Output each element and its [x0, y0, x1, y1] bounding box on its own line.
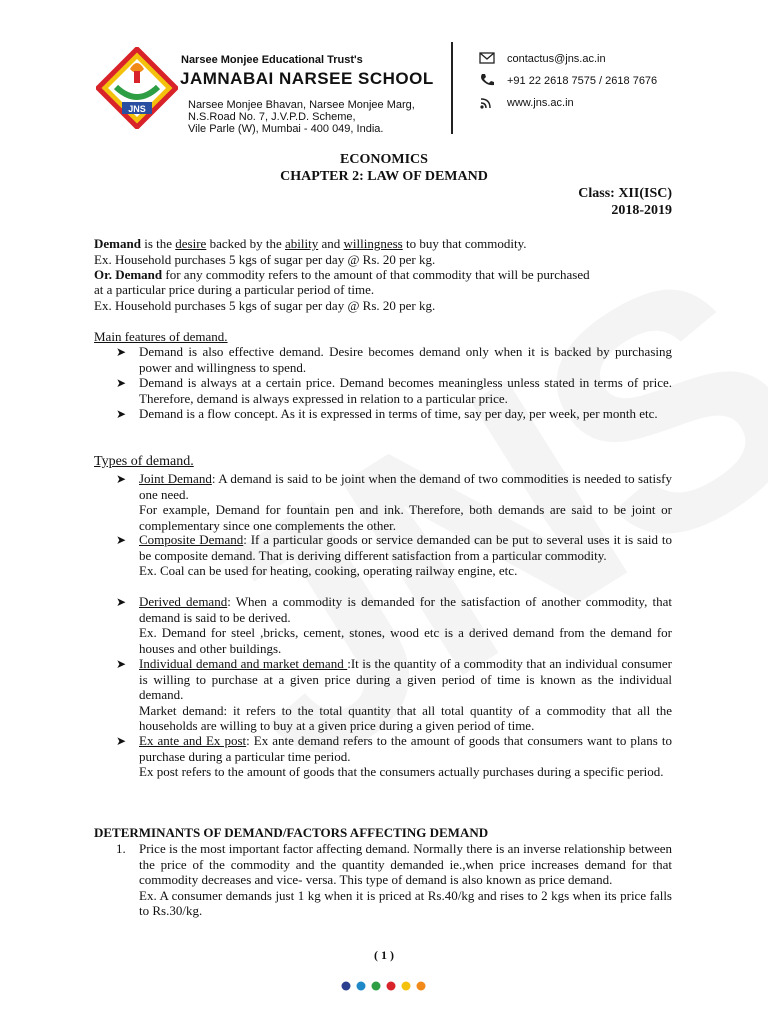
type-item-individual-market: Individual demand and market demand :It is the quantity of a commodity that an individual consumer is willing to purchase at a given price during a given period of time is known as the individual demand. Market demand: it refers to the total quantity that all total quantity of a commodity that all the households are willing to buy at a given price during a given period of time.: [139, 656, 672, 734]
arrow-bullet-icon: ➤: [116, 734, 127, 748]
feature-item: Demand is a flow concept. As it is expressed in terms of time, say per day, per week, per month etc.: [139, 406, 658, 421]
determinants-heading: DETERMINANTS OF DEMAND/FACTORS AFFECTING DEMAND: [94, 825, 489, 840]
arrow-bullet-icon: ➤: [116, 376, 127, 390]
arrow-bullet-icon: ➤: [116, 407, 127, 421]
school-logo: [96, 47, 178, 129]
footer-dot: [402, 982, 411, 991]
phone-icon: [479, 73, 495, 87]
footer-dot: [387, 982, 396, 991]
subject-title: ECONOMICS: [340, 152, 428, 167]
arrow-bullet-icon: ➤: [116, 345, 127, 359]
website-text[interactable]: www.jns.ac.in: [507, 97, 574, 109]
arrow-bullet-icon: ➤: [116, 533, 127, 547]
type-item-composite: Composite Demand: If a particular goods or service demanded can be put to several uses it is said to be composite demand. That is deriving different satisfaction from a particular commodity. Ex. Coal can be used for heating, cooking, operating railway engine, etc.: [139, 532, 672, 579]
types-heading: Types of demand.: [94, 454, 194, 469]
phone-text: +91 22 2618 7575 / 2618 7676: [507, 75, 658, 87]
address-line-3: Vile Parle (W), Mumbai - 400 049, India.: [188, 123, 384, 135]
arrow-bullet-icon: ➤: [116, 595, 127, 609]
type-item-ex-ante-post: Ex ante and Ex post: Ex ante demand refers to the amount of goods that consumers want to plans to purchase during a particular time period. Ex post refers to the amount of goods that the consumers actually purchases during a specific period.: [139, 733, 672, 780]
page-number: ( 1 ): [374, 948, 394, 962]
feature-item: Demand is also effective demand. Desire becomes demand only when it is backed by purchasing power and willingness to spend.: [139, 344, 672, 375]
class-label: Class: XII(ISC): [578, 186, 672, 201]
alt-definition: Or. Demand for any commodity refers to the amount of that commodity that will be purchased: [94, 267, 590, 282]
chapter-title: CHAPTER 2: LAW OF DEMAND: [280, 169, 488, 184]
alt-definition-cont: at a particular price during a particular period of time.: [94, 282, 375, 297]
type-item-derived: Derived demand: When a commodity is demanded for the satisfaction of another commodity, that demand is said to be derived. Ex. Demand for steel ,bricks, cement, stones, wood etc is a derived demand from the demand for houses and other buildings.: [139, 594, 672, 656]
school-name: JAMNABAI NARSEE SCHOOL: [180, 69, 434, 88]
footer-dot: [372, 982, 381, 991]
feature-item: Demand is always at a certain price. Demand becomes meaningless unless stated in terms of price. Therefore, demand is always expressed in relation to a particular price.: [139, 375, 672, 406]
arrow-bullet-icon: ➤: [116, 472, 127, 486]
arrow-bullet-icon: ➤: [116, 657, 127, 671]
footer-dot: [342, 982, 351, 991]
wifi-icon: [479, 96, 495, 110]
demand-definition: Demand is the desire backed by the ability and willingness to buy that commodity.: [94, 236, 527, 251]
email-text[interactable]: contactus@jns.ac.in: [507, 53, 606, 65]
address-line-2: N.S.Road No. 7, J.V.P.D. Scheme,: [188, 111, 356, 123]
features-heading: Main features of demand.: [94, 329, 228, 344]
footer-dot: [417, 982, 426, 991]
footer-dots: [340, 980, 430, 992]
intro-example-1: Ex. Household purchases 5 kgs of sugar per day @ Rs. 20 per kg.: [94, 252, 436, 267]
header-divider: [451, 42, 453, 134]
type-item-joint: Joint Demand: A demand is said to be joint when the demand of two commodities is needed to satisfy one need. For example, Demand for fountain pen and ink. Therefore, both demands are said to be joint or complementary since one complements the other.: [139, 471, 672, 533]
logo-text: JNS: [128, 104, 146, 114]
email-icon: [479, 51, 495, 65]
address-line-1: Narsee Monjee Bhavan, Narsee Monjee Marg,: [188, 99, 415, 111]
trust-name: Narsee Monjee Educational Trust's: [181, 54, 363, 66]
year-label: 2018-2019: [611, 203, 672, 218]
footer-dot: [357, 982, 366, 991]
intro-example-2: Ex. Household purchases 5 kgs of sugar per day @ Rs. 20 per kg.: [94, 298, 436, 313]
list-number: 1.: [116, 841, 126, 856]
determinant-price: Price is the most important factor affecting demand. Normally there is an inverse relationship between the price of the commodity and the quantity demanded ie.,when price increases demand for that commodity decreases and vice- versa. This type of demand is also known as price demand. Ex. A consumer demands just 1 kg when it is priced at Rs.40/kg and rises to 2 kgs when its price falls to Rs.30/kg.: [139, 841, 672, 919]
